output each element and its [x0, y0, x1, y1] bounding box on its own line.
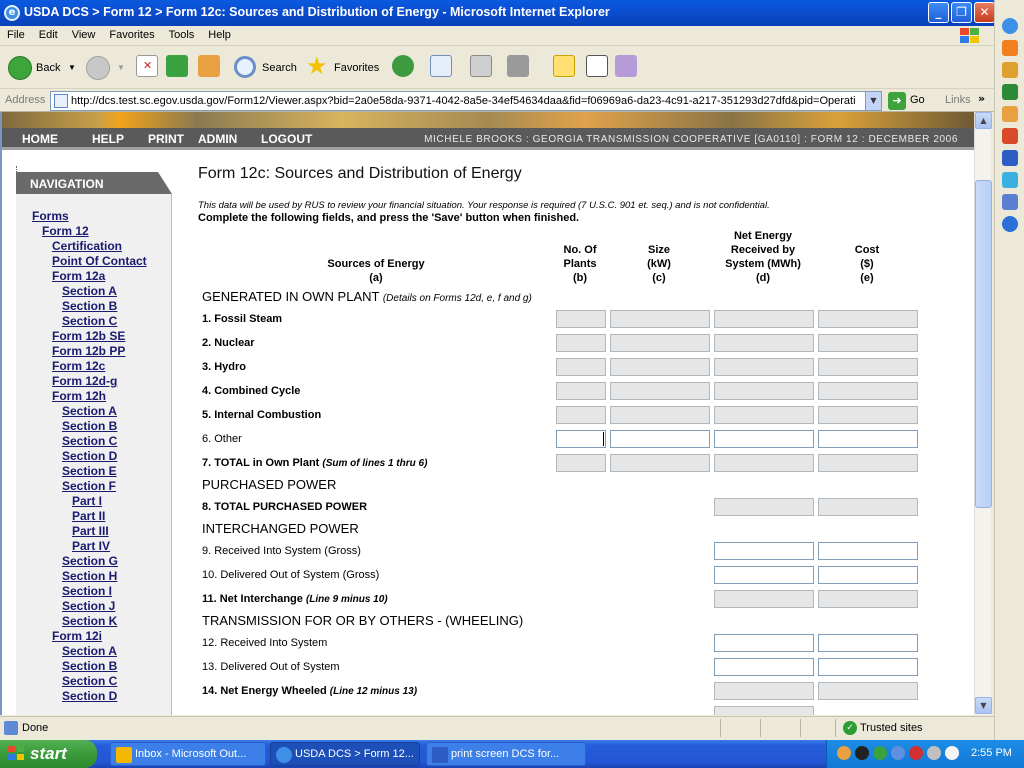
field-r11-energy[interactable] [714, 590, 814, 608]
powerpoint-icon[interactable] [1002, 128, 1018, 144]
row-label-delivered-gross: 10. Delivered Out of System (Gross) [202, 569, 380, 581]
field-r9-cost[interactable] [818, 542, 918, 560]
row-label-combined-cycle: 4. Combined Cycle [202, 385, 301, 397]
system-tray [826, 740, 1024, 768]
row-label-received-gross: 9. Received Into System (Gross) [202, 545, 361, 557]
field-r7-cost[interactable] [818, 454, 918, 472]
status-text: Done [22, 722, 49, 734]
forward-dropdown-icon[interactable]: ▼ [117, 63, 125, 72]
field-r7-plants[interactable] [556, 454, 606, 472]
forward-arrow-icon [86, 56, 110, 80]
column-header-d: Net Energy Received by System (MWh) (d) [725, 230, 801, 284]
nav-help[interactable]: HELP [92, 132, 125, 146]
user-info: MICHELE BROOKS : GEORGIA TRANSMISSION COOPERATIVE [GA0110] : FORM 12 : DECEMBER 2006 [424, 134, 958, 145]
row-label-total-purchased: 8. TOTAL PURCHASED POWER [202, 501, 368, 513]
row-label-internal-combustion: 5. Internal Combustion [202, 409, 322, 421]
back-label: Back [36, 62, 61, 74]
minimize-button[interactable]: _ [928, 2, 949, 23]
page-title: Form 12c: Sources and Distribution of Energy [198, 165, 522, 182]
tray-network-icon[interactable] [873, 746, 887, 760]
status-divider [835, 719, 836, 737]
forward-button[interactable] [86, 54, 126, 82]
messenger-icon[interactable] [586, 55, 608, 77]
field-r13-cost[interactable] [818, 658, 918, 676]
nav-link-form-12a[interactable]: Form 12a [52, 269, 106, 283]
column-header-e: Cost ($) (e) [854, 244, 880, 284]
nav-link-section-e[interactable]: Section E [62, 464, 117, 478]
clock: 2:55 PM [971, 747, 1012, 759]
start-label: start [30, 744, 67, 763]
scroll-thumb[interactable] [975, 180, 992, 508]
row-label-net-energy-wheeled: 14. Net Energy Wheeled (Line 12 minus 13) [202, 685, 418, 697]
nav-link-section-k[interactable]: Section K [62, 614, 118, 628]
nav-link-section-b[interactable]: Section B [62, 419, 118, 433]
field-r8-energy[interactable] [714, 498, 814, 516]
field-r3-plants[interactable] [556, 358, 606, 376]
nav-link-section-c[interactable]: Section C [62, 434, 118, 448]
nav-link-forms[interactable]: Forms [32, 209, 69, 223]
nav-print[interactable]: PRINT [148, 132, 184, 146]
address-input[interactable] [50, 91, 882, 111]
nav-link-section-a[interactable]: Section A [62, 644, 117, 658]
row-label-hydro: 3. Hydro [202, 361, 247, 373]
windows-flag-icon [8, 746, 25, 762]
nav-link-section-g[interactable]: Section G [62, 554, 119, 568]
favorites-label: Favorites [334, 62, 380, 74]
menu-tools[interactable]: Tools [168, 29, 195, 41]
field-r5-energy[interactable] [714, 406, 814, 424]
field-r12-cost[interactable] [818, 634, 918, 652]
go-button[interactable] [888, 92, 936, 110]
row-label-other: 6. Other [202, 433, 242, 445]
word-icon [432, 747, 448, 763]
clock-icon[interactable] [1002, 106, 1018, 122]
search-icon [234, 56, 256, 78]
field-r2-plants[interactable] [556, 334, 606, 352]
address-url[interactable]: http://dcs.test.sc.egov.usda.gov/Form12/Viewer.aspx?bid=2a0e58da-9371-4042-8a5e-34ef54634daa&fid=f06969a6-da23-4c91-a217-351293d27dfd&pid=Operati [71, 95, 856, 107]
nav-link-section-b[interactable]: Section B [62, 299, 118, 313]
address-bar [0, 90, 994, 112]
column-header-a: Sources of Energy (a) [327, 258, 425, 284]
back-button[interactable] [8, 54, 78, 82]
research-icon[interactable] [615, 55, 637, 77]
field-r6-energy[interactable] [714, 430, 814, 448]
field-r1-cost[interactable] [818, 310, 918, 328]
section-transmission-heading: TRANSMISSION FOR OR BY OTHERS - (WHEELING) [202, 613, 524, 628]
taskbar [0, 740, 1024, 768]
tray-app-icon[interactable] [927, 746, 941, 760]
nav-link-form-12b-pp[interactable]: Form 12b PP [52, 344, 126, 358]
field-r4-cost[interactable] [818, 382, 918, 400]
field-r5-plants[interactable] [556, 406, 606, 424]
field-r3-cost[interactable] [818, 358, 918, 376]
go-label: Go [910, 94, 925, 106]
disclaimer-text: This data will be used by RUS to review your financial situation. Your response is required (7 U.S.C. 901 et. seq.) and is not confidential. [198, 200, 770, 211]
nav-link-section-h[interactable]: Section H [62, 569, 118, 583]
nav-link-section-c[interactable]: Section C [62, 674, 118, 688]
nav-link-section-c[interactable]: Section C [62, 314, 118, 328]
links-chevron-icon[interactable]: » [978, 92, 986, 105]
field-r15-energy[interactable] [714, 706, 814, 715]
tray-alert-icon[interactable] [855, 746, 869, 760]
window-title: USDA DCS > Form 12 > Form 12c: Sources and Distribution of Energy - Microsoft Internet Explorer [24, 5, 610, 19]
section-purchased-heading: PURCHASED POWER [202, 477, 337, 492]
column-header-c: Size (kW) (c) [647, 244, 671, 284]
tray-security-icon[interactable] [909, 746, 923, 760]
field-r1-plants[interactable] [556, 310, 606, 328]
task-outlook[interactable] [110, 742, 266, 766]
address-dropdown-icon[interactable]: ▼ [865, 92, 881, 110]
nav-link-section-i[interactable]: Section I [62, 584, 113, 598]
favorites-star-icon: ★ [306, 53, 328, 80]
nav-link-form-12d-g[interactable]: Form 12d-g [52, 374, 118, 388]
nav-link-section-j[interactable]: Section J [62, 599, 116, 613]
page-status-icon [4, 721, 18, 735]
page-icon [54, 94, 68, 108]
nav-link-section-a[interactable]: Section A [62, 404, 117, 418]
field-r1-size[interactable] [610, 310, 710, 328]
field-r4-size[interactable] [610, 382, 710, 400]
field-r2-cost[interactable] [818, 334, 918, 352]
header-banner-image [2, 112, 974, 128]
tray-volume-icon[interactable] [945, 746, 959, 760]
favorites-button[interactable] [306, 54, 384, 82]
print-icon[interactable] [470, 55, 492, 77]
page-content [0, 112, 974, 715]
nav-link-part-i[interactable]: Part I [72, 494, 103, 508]
vertical-scrollbar[interactable] [974, 112, 991, 715]
nav-link-part-ii[interactable]: Part II [72, 509, 106, 523]
row-label-nuclear: 2. Nuclear [202, 337, 255, 349]
history-icon[interactable] [392, 55, 414, 77]
status-divider [720, 719, 721, 737]
scroll-down-icon[interactable]: ▼ [975, 697, 992, 714]
task-label: Inbox - Microsoft Out... [135, 748, 247, 760]
stop-icon[interactable]: ✕ [136, 55, 158, 77]
task-label: USDA DCS > Form 12... [295, 748, 414, 760]
nav-link-section-a[interactable]: Section A [62, 284, 117, 298]
status-divider [760, 719, 761, 737]
menu-file[interactable]: File [7, 29, 25, 41]
trusted-check-icon: ✓ [843, 721, 857, 735]
field-r9-energy[interactable] [714, 542, 814, 560]
title-bar[interactable] [0, 0, 1024, 26]
menu-view[interactable]: View [71, 29, 96, 41]
quick-launch-strip [994, 0, 1024, 740]
field-r4-plants[interactable] [556, 382, 606, 400]
field-r8-cost[interactable] [818, 498, 918, 516]
nav-link-section-d[interactable]: Section D [62, 449, 118, 463]
section-interchanged-heading: INTERCHANGED POWER [202, 521, 359, 536]
field-r3-size[interactable] [610, 358, 710, 376]
task-word[interactable] [426, 742, 586, 766]
address-label: Address [5, 94, 46, 106]
maximize-button[interactable]: ❐ [951, 2, 972, 23]
text-cursor [603, 432, 604, 446]
field-r14-cost[interactable] [818, 682, 918, 700]
scroll-up-icon[interactable]: ▲ [975, 112, 992, 129]
row-label-delivered-out-of-system: 13. Delivered Out of System [202, 661, 340, 673]
field-r6-size[interactable] [610, 430, 710, 448]
excel-icon[interactable] [1002, 84, 1018, 100]
nav-admin[interactable]: ADMIN [198, 132, 238, 146]
task-label: print screen DCS for... [451, 748, 560, 760]
ie-icon[interactable] [1002, 18, 1018, 34]
column-header-b: No. Of Plants (b) [563, 244, 597, 284]
field-r6-plants[interactable] [556, 430, 606, 448]
row-label-fossil-steam: 1. Fossil Steam [202, 313, 283, 325]
row-label-net-interchange: 11. Net Interchange (Line 9 minus 10) [202, 593, 388, 605]
nav-logout[interactable]: LOGOUT [261, 132, 313, 146]
field-r5-cost[interactable] [818, 406, 918, 424]
field-r6-cost[interactable] [818, 430, 918, 448]
field-r10-energy[interactable] [714, 566, 814, 584]
refresh-icon[interactable] [166, 55, 188, 77]
nav-home[interactable]: HOME [22, 132, 58, 146]
nav-link-section-d[interactable]: Section D [62, 689, 118, 703]
app-icon[interactable] [1002, 194, 1018, 210]
field-r3-energy[interactable] [714, 358, 814, 376]
home-icon[interactable] [198, 55, 220, 77]
menu-favorites[interactable]: Favorites [109, 29, 155, 41]
status-bar [0, 716, 994, 740]
search-label: Search [262, 62, 297, 74]
search-button[interactable] [234, 54, 300, 82]
nav-link-section-f[interactable]: Section F [62, 479, 117, 493]
field-r14-energy[interactable] [714, 682, 814, 700]
edit-icon[interactable] [507, 55, 529, 77]
tray-app-icon[interactable] [891, 746, 905, 760]
nav-link-form-12b-se[interactable]: Form 12b SE [52, 329, 126, 343]
field-r7-size[interactable] [610, 454, 710, 472]
ie-logo-icon: e [4, 5, 20, 21]
status-divider [800, 719, 801, 737]
task-ie-active[interactable] [270, 742, 420, 766]
field-r13-energy[interactable] [714, 658, 814, 676]
go-arrow-icon: ➜ [888, 92, 906, 110]
word-icon[interactable] [1002, 150, 1018, 166]
folder-icon[interactable] [1002, 62, 1018, 78]
toolbar [0, 47, 994, 89]
media-icon[interactable] [1002, 216, 1018, 232]
field-r2-size[interactable] [610, 334, 710, 352]
section-generated-heading: GENERATED IN OWN PLANT (Details on Forms 12d, e, f and g) [202, 289, 532, 304]
top-navigation [2, 128, 974, 150]
field-r12-energy[interactable] [714, 634, 814, 652]
field-r11-cost[interactable] [818, 590, 918, 608]
field-r10-cost[interactable] [818, 566, 918, 584]
links-label[interactable]: Links [945, 94, 971, 106]
row-label-received-into-system: 12. Received Into System [202, 637, 328, 649]
discuss-icon[interactable] [553, 55, 575, 77]
nav-link-part-iii[interactable]: Part III [72, 524, 109, 538]
field-r5-size[interactable] [610, 406, 710, 424]
app-icon[interactable] [1002, 40, 1018, 56]
menu-edit[interactable]: Edit [38, 29, 58, 41]
nav-link-form-12c[interactable]: Form 12c [52, 359, 106, 373]
nav-link-part-iv[interactable]: Part IV [72, 539, 111, 553]
nav-link-form-12i[interactable]: Form 12i [52, 629, 103, 643]
nav-link-form-12h[interactable]: Form 12h [52, 389, 107, 403]
instructions-text: Complete the following fields, and press the 'Save' button when finished. [198, 212, 580, 224]
app-icon[interactable] [1002, 172, 1018, 188]
nav-link-certification[interactable]: Certification [52, 239, 123, 253]
row-label-total-own-plant: 7. TOTAL in Own Plant (Sum of lines 1 thru 6) [202, 457, 428, 469]
start-button[interactable] [0, 740, 97, 768]
mail-icon[interactable] [430, 55, 452, 77]
nav-link-form-12[interactable]: Form 12 [42, 224, 89, 238]
security-zone[interactable]: Trusted sites [860, 722, 923, 734]
tray-clock-icon[interactable] [837, 746, 851, 760]
field-r2-energy[interactable] [714, 334, 814, 352]
navigation-header: NAVIGATION [16, 172, 172, 194]
field-r1-energy[interactable] [714, 310, 814, 328]
windows-logo-icon [958, 27, 982, 45]
field-r7-energy[interactable] [714, 454, 814, 472]
back-arrow-icon [8, 56, 32, 80]
nav-link-point-of-contact[interactable]: Point Of Contact [52, 254, 147, 268]
menu-bar [0, 26, 994, 46]
ie-icon [276, 747, 292, 763]
outlook-icon [116, 747, 132, 763]
nav-link-section-b[interactable]: Section B [62, 659, 118, 673]
menu-help[interactable]: Help [208, 29, 231, 41]
close-button[interactable]: ✕ [974, 2, 995, 23]
back-dropdown-icon[interactable]: ▼ [68, 63, 76, 72]
field-r4-energy[interactable] [714, 382, 814, 400]
